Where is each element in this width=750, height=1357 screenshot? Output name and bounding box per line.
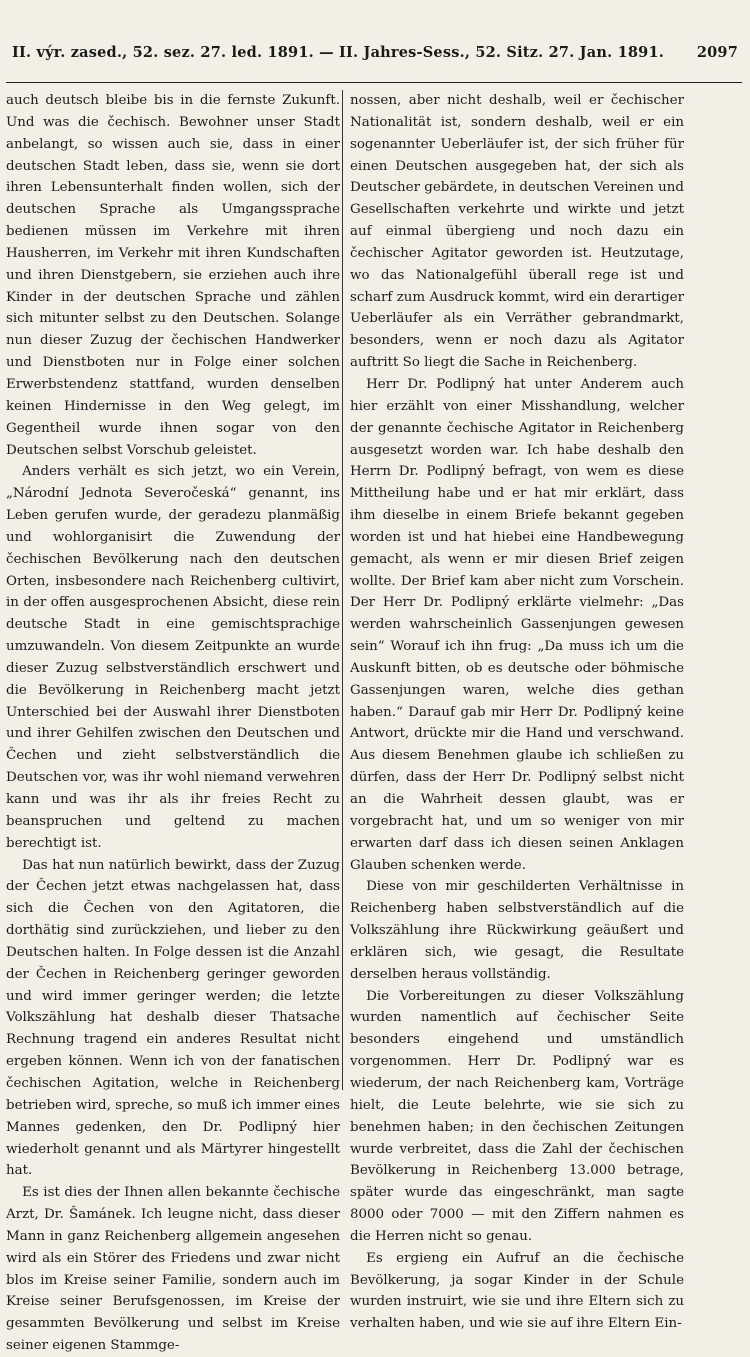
column-divider (342, 90, 343, 1090)
paragraph: Herr Dr. Podlipný hat unter Anderem auch hier erzählt von einer Misshandlung, welcher der genannte čechische Agitator in Reichenberg ausgesetzt worden war. Ich habe deshalb den Herrn Dr. Podlipný befragt, von wem es diese Mittheilung habe und er hat mir erklärt, dass ihm dieselbe in einem Briefe bekannt gegeben worden ist und hat hiebei eine Handbewegung gemacht, als wenn er mir diesen Brief zeigen wollte. Der Brief kam aber nicht zum Vorschein. Der Herr Dr. Podlipný erklärte vielmehr: „Das werden wahrscheinlich Gassenjungen gewesen sein“ Worauf ich ihn frug: „Da muss ich um die Auskunft bitten, ob es deutsche oder böhmische Gassenjungen waren, welche dies gethan haben.“ Darauf gab mir Herr Dr. Podlipný keine Antwort, drückte mir die Hand und verschwand. Aus diesem Benehmen glaube ich schließen zu dürfen, dass der Herr Dr. Podlipný selbst nicht an die Wahrheit dessen glaubt, was er vorgebracht hat, und um so weniger von mir erwarten darf dass ich diesen seinen Anklagen Glauben schenken werde. (350, 376, 684, 873)
paragraph: auch deutsch bleibe bis in die fernste Zukunft. Und was die čechisch. Bewohner unser Stadt anbelangt, so wissen auch sie, dass in einer deutschen Stadt leben, dass sie, wenn sie dort ihren Lebensunterhalt finden wollen, sich der deutschen Sprache als Umgangssprache bedienen müssen im Verkehre mit ihren Hausherren, im Verkehr mit ihren Kundschaften und ihren Dienstgebern, sie erziehen auch ihre Kinder in der deutschen Sprache und zählen sich mitunter selbst zu den Deutschen. Solange nun dieser Zuzug der čechischen Handwerker und Dienstboten nur in Folge einer solchen Erwerbstendenz stattfand, wurden denselben keinen Hindernisse in den Weg gelegt, im Gegentheil wurde ihnen sogar von den Deutschen selbst Vorschub geleistet. (6, 93, 340, 458)
paragraph: Das hat nun natürlich bewirkt, dass der Zuzug der Čechen jetzt etwas nachgelassen hat, dass sich die Čechen von den Agitatoren, die dorthätig sind zurückziehen, und lieber zu den Deutschen halten. In Folge dessen ist die Anzahl der Čechen in Reichenberg geringer geworden und wird immer geringer werden; die letzte Volkszählung hat deshalb dieser Thatsache Rechnung tragend ein anderes Resultat nicht ergeben können. Wenn ich von der fanatischen čechischen Agitation, welche in Reichenberg betrieben wird, spreche, so muß ich immer eines Mannes gedenken, den Dr. Podlipný hier wiederholt genannt und als Märtyrer hingestellt hat. (6, 857, 340, 1179)
page-number: 2097 (696, 44, 738, 61)
paragraph: Es ergieng ein Aufruf an die čechische Bevölkerung, ja sogar Kinder in der Schule wurden instruirt, wie sie und ihre Eltern sich zu verhalten haben, und wie sie auf ihre Eltern Ein- (350, 1250, 684, 1332)
header-rule (6, 82, 742, 83)
paragraph: nossen, aber nicht deshalb, weil er čechischer Nationalität ist, sondern deshalb, weil er ein sogenannter Ueberläufer ist, der sich früher für einen Deutschen ausgegeben hat, der sich als Deutscher gebärdete, in deutschen Vereinen und Gesellschaften verkehrte und wirkte und jetzt auf einmal übergieng und noch dazu ein čechischer Agitator geworden ist. Heutzutage, wo das Nationalgefühl überall rege ist und scharf zum Ausdruck kommt, wird ein derartiger Ueberläufer als ein Verräther gebrandmarkt, besonders, wenn er noch dazu als Agitator auftritt So liegt die Sache in Reichenberg. (350, 93, 684, 371)
left-column (6, 90, 340, 1357)
paragraph: Die Vorbereitungen zu dieser Volkszählung wurden namentlich auf čechischer Seite besonders eingehend und umständlich vorgenommen. Herr Dr. Podlipný war es wiederum, der nach Reichenberg kam, Vorträge hielt, die Leute belehrte, wie sie sich zu benehmen haben; in den čechischen Zeitungen wurde verbreitet, dass die Zahl der čechischen Bevölkerung in Reichenberg 13.000 betrage, später wurde das eingeschränkt, man sagte 8000 oder 7000 — mit den Ziffern nahmen es die Herren nicht so genau. (350, 988, 684, 1244)
running-head: II. výr. zased., 52. sez. 27. led. 1891. — II. Jahres-Sess., 52. Sitz. 27. Jan. 1891. (12, 44, 664, 61)
paragraph: Anders verhält es sich jetzt, wo ein Verein, „Národní Jednota Severočeská“ genannt, ins Leben gerufen wurde, der geradezu planmäßig und wohlorganisirt die Zuwendung der čechischen Bevölkerung nach den deutschen Orten, insbesondere nach Reichenberg cultivirt, in der offen ausgesprochenen Absicht, diese rein deutsche Stadt in eine gemischtsprachige umzuwandeln. Von diesem Zeitpunkte an wurde dieser Zuzug selbstverständlich erschwert und die Bevölkerung in Reichenberg macht jetzt Unterschied bei der Auswahl ihrer Dienstboten und ihrer Gehilfen zwischen den Deutschen und Čechen und zieht selbstverständlich die Deutschen vor, was ihr wohl niemand verwehren kann und was ihr als ihr freies Recht zu beanspruchen und geltend zu machen berechtigt ist. (6, 464, 340, 851)
paragraph: Es ist dies der Ihnen allen bekannte čechische Arzt, Dr. Šamánek. Ich leugne nicht, dass dieser Mann in ganz Reichenberg allgemein angesehen wird als ein Störer des Friedens und zwar nicht blos im Kreise seiner Familie, sondern auch im Kreise seiner Berufsgenossen, im Kreise der gesammten Bevölkerung und selbst im Kreise seiner eigenen Stammge- (6, 1185, 340, 1354)
right-column (350, 90, 684, 1335)
page-header (0, 44, 750, 61)
paragraph: Diese von mir geschilderten Verhältnisse in Reichenberg haben selbstverständlich auf die Volkszählung ihre Rückwirkung geäußert und erklären sich, wie gesagt, die Resultate derselben heraus vollständig. (350, 879, 684, 982)
